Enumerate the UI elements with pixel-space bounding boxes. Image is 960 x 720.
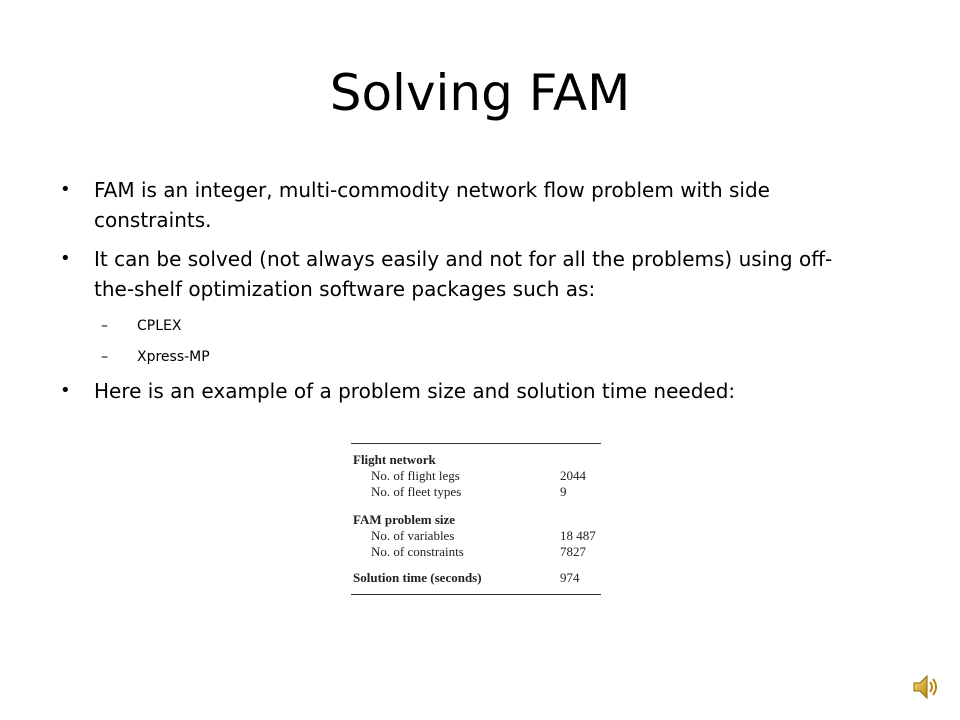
row-value: 2044 — [560, 468, 586, 483]
row-value: 9 — [560, 484, 567, 499]
summary-value: 974 — [560, 570, 580, 585]
table-section-heading — [351, 512, 601, 528]
bullet-item-1 — [60, 175, 894, 235]
row-label: No. of flight legs — [371, 468, 460, 483]
table-row — [351, 544, 601, 560]
row-value: 7827 — [560, 544, 586, 559]
bullet-1-line-2: constraints. — [94, 208, 212, 232]
section-heading-flight-network: Flight network — [353, 452, 436, 467]
slide-title: Solving FAM — [329, 64, 631, 122]
table-row — [351, 468, 601, 484]
bullet-2-line-2: the-shelf optimization software packages such as: — [94, 277, 596, 301]
sub-item-label: CPLEX — [137, 318, 182, 334]
bullet-item-3 — [60, 376, 894, 406]
row-label: No. of variables — [371, 528, 455, 543]
bullet-3-line-1: Here is an example of a problem size and solution time needed: — [94, 379, 736, 403]
table-section-heading — [351, 452, 601, 468]
section-heading-fam-problem-size: FAM problem size — [353, 512, 456, 527]
bullet-dot: • — [60, 248, 71, 269]
table-bottom-rule — [351, 594, 601, 595]
summary-label: Solution time (seconds) — [353, 570, 482, 585]
bullet-dot: • — [60, 380, 71, 401]
bullet-2-line-1: It can be solved (not always easily and not for all the problems) using off- — [94, 247, 833, 271]
sub-item-label: Xpress-MP — [137, 349, 210, 365]
table-row — [351, 484, 601, 500]
table-row — [351, 528, 601, 544]
table-summary-row — [351, 570, 601, 586]
row-label: No. of fleet types — [371, 484, 462, 499]
bullet-1-line-1: FAM is an integer, multi-commodity network flow problem with side — [94, 178, 770, 202]
sub-item-dash: – — [101, 318, 108, 334]
row-value: 18 487 — [560, 528, 596, 543]
sub-item-xpress — [101, 347, 210, 367]
bullet-item-2 — [60, 244, 894, 304]
speaker-icon[interactable] — [911, 672, 941, 702]
sub-item-dash: – — [101, 349, 108, 365]
problem-size-table — [351, 443, 601, 595]
sub-item-cplex — [101, 316, 182, 336]
row-label: No. of constraints — [371, 544, 464, 559]
bullet-dot: • — [60, 179, 71, 200]
